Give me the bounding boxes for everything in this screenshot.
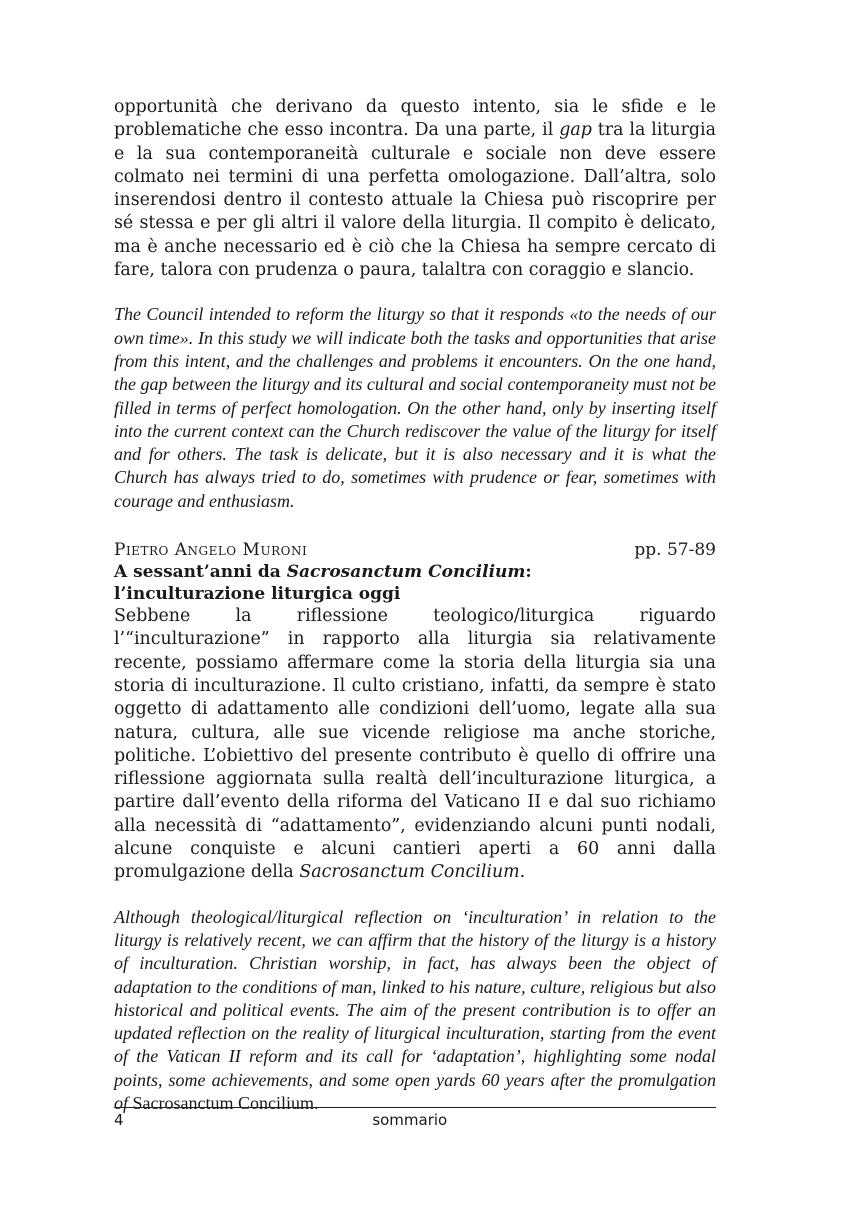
gap-word: gap [559, 120, 592, 141]
entry-title-italic: Sacrosanctum Concilium [286, 562, 526, 583]
entry-author: Pietro Angelo Muroni [114, 540, 308, 561]
page-body [114, 96, 716, 1115]
entry-title-prefix: A sessant’anni da [114, 562, 287, 583]
paragraph-italian-1 [114, 96, 716, 282]
page-footer [114, 1107, 716, 1129]
entry-title [114, 561, 716, 583]
paragraph-roman-title: Sacrosanctum Concilium. [132, 1092, 319, 1113]
paragraph-text: tra la liturgia e la sua contemporaneità culturale e sociale non deve essere colmato nei termini di una perfetta omologazione. Dall’altra, solo inserendosi dentro il contesto attuale la Chiesa può riscoprire per sé stessa e per gli altri il valore della liturgia. Il compito è delicato, ma è anche necessario ed è ciò che la Chiesa ha sempre cercato di fare, talora con prudenza o paura, talaltra con coraggio e slancio. [114, 120, 716, 281]
footer-section: sommario [372, 1111, 448, 1129]
paragraph-italian-2 [114, 605, 716, 885]
entry-pages: pp. 57-89 [634, 540, 716, 561]
paragraph-italic-title: Sacrosanctum Concilium. [299, 862, 526, 883]
paragraph-text: Sebbene la riflessione teologico/liturgica riguardo l’“inculturazione” in rapporto alla liturgia sia relativamente recente, possiamo affermare come la storia della liturgia sia una storia di inculturazione. Il culto cristiano, infatti, da sempre è stato oggetto di adattamento alle condizioni dell’uomo, legate alla sua natura, cultura, alle sue vicende religiose ma anche storiche, politiche. L’obiettivo del presente contributo è quello di offrire una riflessione aggiornata sulla realtà dell’inculturazione liturgica, a partire dall’evento della riforma del Vaticano II e dal suo richiamo alla necessità di “adattamento”, evidenziando alcuni punti nodali, alcune conquiste e alcuni cantieri aperti a 60 anni dalla promulgazione della [114, 606, 716, 883]
paragraph-text: opportunità che derivano da questo intento, sia le sfide e le problematiche che esso incontra. Da una parte, il [114, 97, 716, 141]
paragraph-english-1: The Council intended to reform the liturgy so that it responds «to the needs of our own time». In this study we will indicate both the tasks and opportunities that arise from this intent, and the challenges and problems it encounters. On the one hand, the gap between the liturgy and its cultural and social contemporaneity must not be filled in terms of perfect homologation. On the other hand, only by inserting itself into the current context can the Church rediscover the value of the liturgy for itself and for others. The task is delicate, but it is also necessary and it is what the Church has always tried to do, sometimes with prudence or fear, sometimes with courage and enthusiasm. [114, 304, 716, 511]
entry-title-suffix: : [525, 562, 532, 583]
paragraph-english-2 [114, 906, 716, 1116]
entry-title-line2: l’inculturazione liturgica oggi [114, 584, 401, 605]
paragraph-text: Although theological/liturgical reflection on ‘inculturation’ in relation to the liturgy is relatively recent, we can affirm that the history of the liturgy is a history of inculturation. Christian worship, in fact, has always been the object of adaptation to the conditions of man, linked to his nature, culture, religious but also historical and political events. The aim of the present contribution is to offer an updated reflection on the reality of liturgical inculturation, starting from the event of the Vatican II reform and its call for ‘adaptation’, highlighting some nodal points, some achievements, and some open yards 60 years after the promulgation of [114, 906, 716, 1113]
entry-header [114, 539, 716, 561]
page-number: 4 [114, 1111, 124, 1129]
